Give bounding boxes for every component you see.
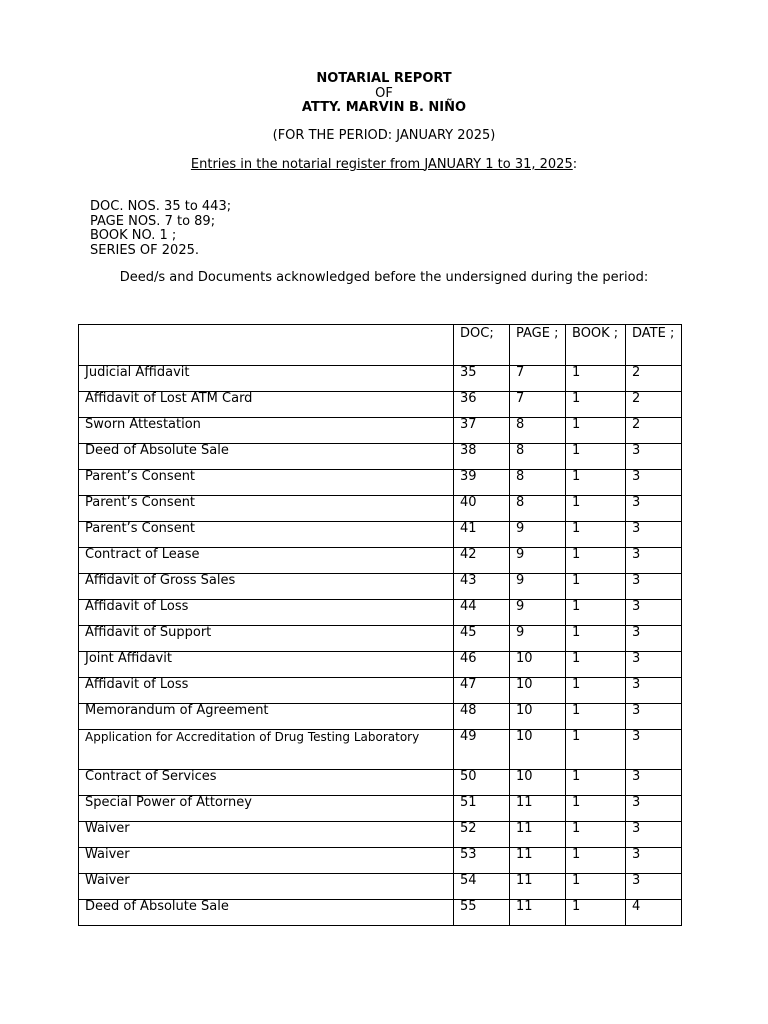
- header-page: PAGE ;: [510, 325, 566, 366]
- cell-date: 3: [626, 496, 682, 522]
- cell-doc: 53: [454, 848, 510, 874]
- cell-doc: 50: [454, 770, 510, 796]
- report-of: OF: [375, 86, 393, 101]
- cell-doc: 37: [454, 418, 510, 444]
- cell-date: 3: [626, 548, 682, 574]
- table-row: [79, 470, 682, 496]
- cell-date: 3: [626, 678, 682, 704]
- cell-doc: 38: [454, 444, 510, 470]
- cell-book: 1: [566, 470, 626, 496]
- cell-desc: Parent’s Consent: [79, 522, 454, 548]
- cell-desc: Parent’s Consent: [79, 496, 454, 522]
- cell-book: 1: [566, 574, 626, 600]
- entries-line: [0, 157, 768, 172]
- cell-page: 8: [510, 470, 566, 496]
- register-info: [90, 200, 231, 258]
- cell-book: 1: [566, 418, 626, 444]
- cell-book: 1: [566, 600, 626, 626]
- cell-desc: Sworn Attestation: [79, 418, 454, 444]
- cell-page: 9: [510, 600, 566, 626]
- cell-desc: Affidavit of Lost ATM Card: [79, 392, 454, 418]
- table-row: [79, 574, 682, 600]
- cell-doc: 40: [454, 496, 510, 522]
- cell-book: 1: [566, 900, 626, 926]
- cell-desc: Judicial Affidavit: [79, 366, 454, 392]
- table-row: [79, 392, 682, 418]
- cell-date: 4: [626, 900, 682, 926]
- table-row: [79, 900, 682, 926]
- cell-book: 1: [566, 652, 626, 678]
- cell-book: 1: [566, 392, 626, 418]
- cell-page: 11: [510, 900, 566, 926]
- cell-doc: 47: [454, 678, 510, 704]
- cell-date: 2: [626, 418, 682, 444]
- notarial-register-table: [78, 324, 682, 926]
- cell-date: 2: [626, 392, 682, 418]
- cell-book: 1: [566, 522, 626, 548]
- cell-book: 1: [566, 626, 626, 652]
- cell-doc: 45: [454, 626, 510, 652]
- book-no: BOOK NO. 1 ;: [90, 228, 177, 243]
- table-row: [79, 678, 682, 704]
- cell-page: 8: [510, 418, 566, 444]
- table-row: [79, 444, 682, 470]
- cell-page: 9: [510, 548, 566, 574]
- cell-desc: Waiver: [79, 874, 454, 900]
- cell-page: 11: [510, 848, 566, 874]
- cell-book: 1: [566, 678, 626, 704]
- cell-date: 3: [626, 770, 682, 796]
- table-row: [79, 652, 682, 678]
- table-row: [79, 496, 682, 522]
- cell-book: 1: [566, 874, 626, 900]
- cell-page: 8: [510, 496, 566, 522]
- cell-page: 10: [510, 652, 566, 678]
- cell-doc: 55: [454, 900, 510, 926]
- cell-book: 1: [566, 848, 626, 874]
- cell-desc: Affidavit of Loss: [79, 600, 454, 626]
- cell-desc: Special Power of Attorney: [79, 796, 454, 822]
- page-nos: PAGE NOS. 7 to 89;: [90, 213, 216, 229]
- entries-suffix: :: [572, 157, 578, 172]
- entries-range: JANUARY 1 to 31, 2025: [424, 157, 573, 172]
- cell-date: 3: [626, 522, 682, 548]
- cell-date: 3: [626, 848, 682, 874]
- cell-page: 8: [510, 444, 566, 470]
- cell-book: 1: [566, 770, 626, 796]
- cell-desc: Waiver: [79, 848, 454, 874]
- cell-book: 1: [566, 822, 626, 848]
- cell-page: 11: [510, 822, 566, 848]
- report-period: (FOR THE PERIOD: JANUARY 2025): [272, 128, 496, 143]
- cell-doc: 51: [454, 796, 510, 822]
- table-row: [79, 730, 682, 770]
- cell-date: 3: [626, 574, 682, 600]
- table-row: [79, 848, 682, 874]
- header-description: [79, 325, 454, 366]
- cell-book: 1: [566, 496, 626, 522]
- cell-page: 9: [510, 574, 566, 600]
- cell-desc: Affidavit of Loss: [79, 678, 454, 704]
- table-row: [79, 626, 682, 652]
- cell-doc: 36: [454, 392, 510, 418]
- cell-desc: Waiver: [79, 822, 454, 848]
- cell-page: 10: [510, 678, 566, 704]
- cell-book: 1: [566, 704, 626, 730]
- cell-doc: 49: [454, 730, 510, 770]
- cell-book: 1: [566, 796, 626, 822]
- cell-desc: Memorandum of Agreement: [79, 704, 454, 730]
- table-row: [79, 366, 682, 392]
- cell-date: 3: [626, 796, 682, 822]
- cell-doc: 46: [454, 652, 510, 678]
- header-date: DATE ;: [626, 325, 682, 366]
- header-book: BOOK ;: [566, 325, 626, 366]
- cell-page: 10: [510, 770, 566, 796]
- table-row: [79, 822, 682, 848]
- cell-book: 1: [566, 366, 626, 392]
- cell-desc: Contract of Lease: [79, 548, 454, 574]
- cell-desc: Application for Accreditation of Drug Testing Laboratory: [79, 730, 454, 770]
- cell-date: 3: [626, 626, 682, 652]
- table-row: [79, 522, 682, 548]
- cell-doc: 42: [454, 548, 510, 574]
- table-row: [79, 770, 682, 796]
- cell-date: 2: [626, 366, 682, 392]
- table-row: [79, 600, 682, 626]
- cell-book: 1: [566, 548, 626, 574]
- cell-date: 3: [626, 822, 682, 848]
- cell-page: 10: [510, 704, 566, 730]
- cell-date: 3: [626, 652, 682, 678]
- cell-doc: 43: [454, 574, 510, 600]
- table-row: [79, 796, 682, 822]
- cell-date: 3: [626, 600, 682, 626]
- cell-date: 3: [626, 874, 682, 900]
- table-row: [79, 874, 682, 900]
- cell-desc: Affidavit of Gross Sales: [79, 574, 454, 600]
- cell-book: 1: [566, 730, 626, 770]
- cell-desc: Deed of Absolute Sale: [79, 900, 454, 926]
- cell-page: 11: [510, 796, 566, 822]
- series: SERIES OF 2025.: [90, 242, 199, 258]
- cell-page: 9: [510, 626, 566, 652]
- cell-desc: Contract of Services: [79, 770, 454, 796]
- cell-desc: Deed of Absolute Sale: [79, 444, 454, 470]
- cell-book: 1: [566, 444, 626, 470]
- cell-desc: Parent’s Consent: [79, 470, 454, 496]
- entries-prefix: Entries in the notarial register from: [190, 157, 425, 172]
- report-title: NOTARIAL REPORT: [316, 71, 452, 86]
- cell-page: 7: [510, 392, 566, 418]
- cell-doc: 41: [454, 522, 510, 548]
- cell-date: 3: [626, 444, 682, 470]
- cell-desc: Affidavit of Support: [79, 626, 454, 652]
- attorney-name: ATTY. MARVIN B. NIÑO: [301, 100, 467, 115]
- cell-page: 7: [510, 366, 566, 392]
- cell-date: 3: [626, 470, 682, 496]
- cell-doc: 35: [454, 366, 510, 392]
- cell-date: 3: [626, 730, 682, 770]
- cell-page: 9: [510, 522, 566, 548]
- table-row: [79, 548, 682, 574]
- deeds-intro: Deed/s and Documents acknowledged before the undersigned during the period:: [119, 270, 649, 285]
- cell-date: 3: [626, 704, 682, 730]
- cell-doc: 54: [454, 874, 510, 900]
- cell-page: 11: [510, 874, 566, 900]
- doc-nos: DOC. NOS. 35 to 443;: [90, 199, 232, 214]
- table-row: [79, 704, 682, 730]
- cell-doc: 48: [454, 704, 510, 730]
- cell-doc: 39: [454, 470, 510, 496]
- table-body: [79, 366, 682, 926]
- cell-doc: 52: [454, 822, 510, 848]
- cell-page: 10: [510, 730, 566, 770]
- header-doc: DOC;: [454, 325, 510, 366]
- table-header-row: [79, 325, 682, 366]
- table-row: [79, 418, 682, 444]
- cell-desc: Joint Affidavit: [79, 652, 454, 678]
- cell-doc: 44: [454, 600, 510, 626]
